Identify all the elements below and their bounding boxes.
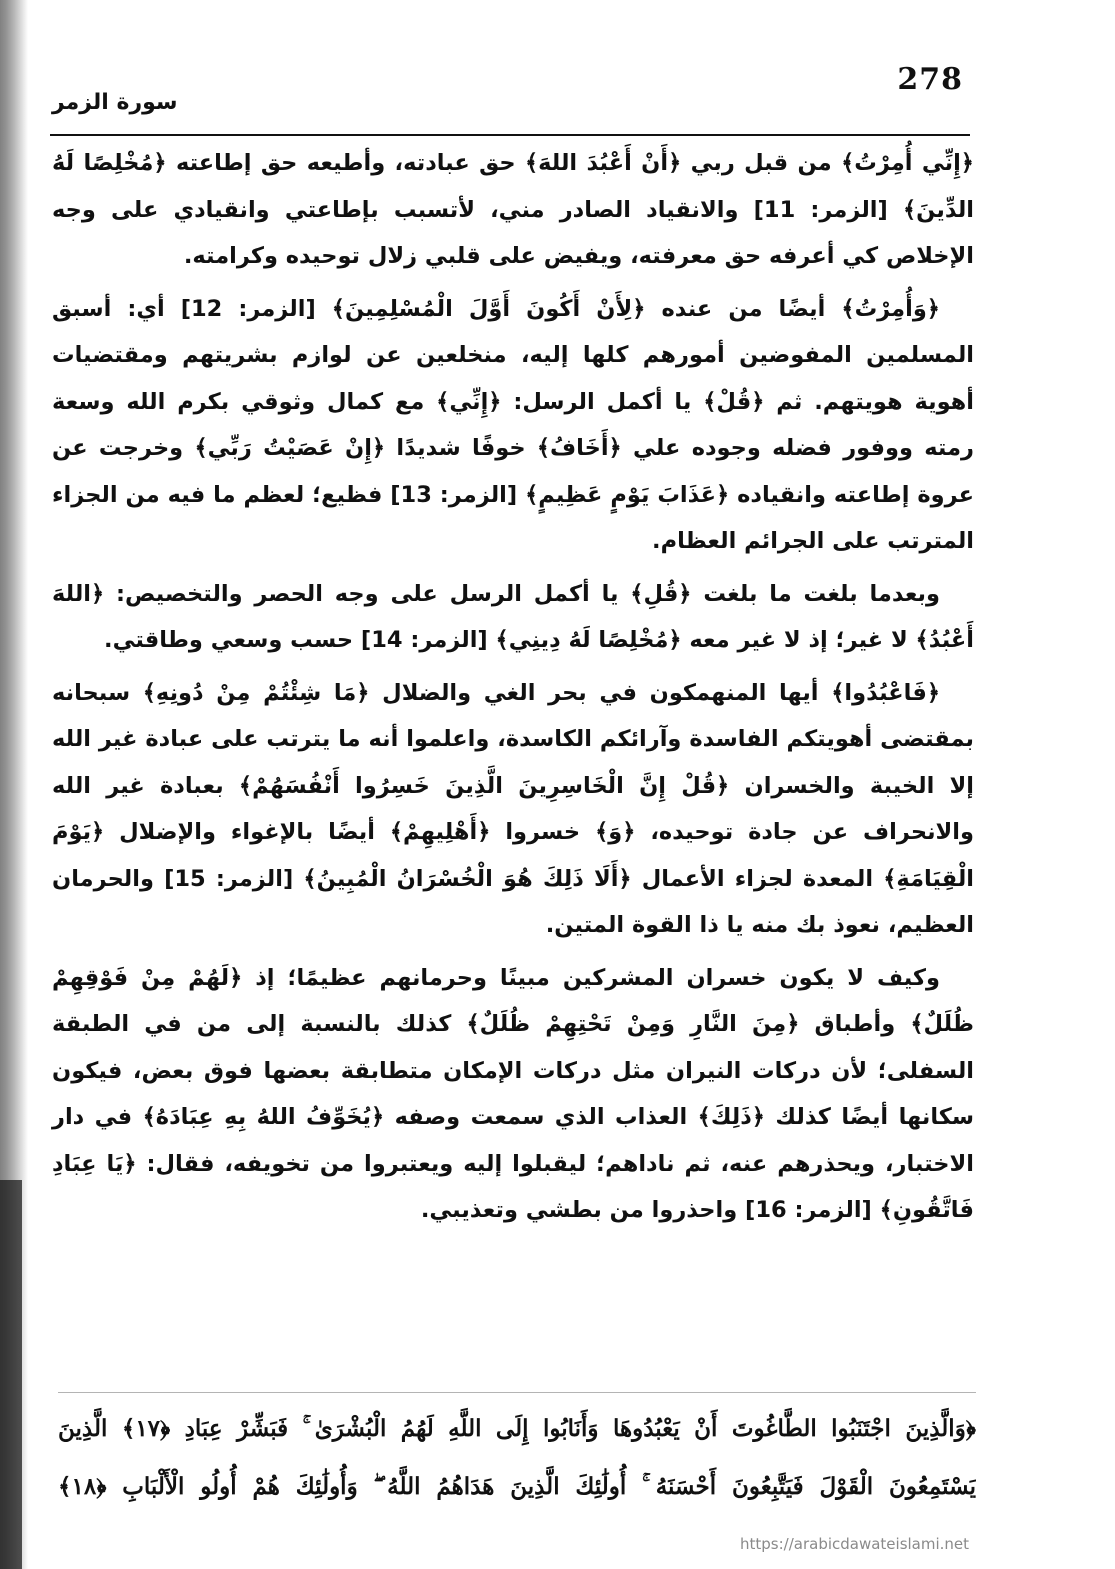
scan-edge-shadow-bottom bbox=[0, 1180, 22, 1569]
paragraph-2: ﴿وَأُمِرْتُ﴾ أيضًا من عنده ﴿لِأَنْ أَكُونَ أَوَّلَ الْمُسْلِمِينَ﴾ [الزمر: 12] أي: أسبق المسلمين المفوضين أمورهم كلها إليه، منخلعين عن لوازم بشريتهم ومقتضيات أهوية هويتهم. ثم ﴿قُلْ﴾ يا أكمل الرسل: ﴿إِنِّي﴾ مع كمال وثوقي بكرم الله وسعة رمته ووفور فضله وجوده علي ﴿أَخَافُ﴾ خوفًا شديدًا ﴿إِنْ عَصَيْتُ رَبِّي﴾ وخرجت عن عروة إطاعته وانقياده ﴿عَذَابَ يَوْمٍ عَظِيمٍ﴾ [الزمر: 13] فظيع؛ لعظم ما فيه من الجزاء المترتب على الجرائم العظام. bbox=[52, 295, 975, 554]
paragraph-5: وكيف لا يكون خسران المشركين مبينًا وحرمانهم عظيمًا؛ إذ ﴿لَهُمْ مِنْ فَوْقِهِمْ ظُلَلٌ﴾ وأطباق ﴿مِنَ النَّارِ وَمِنْ تَحْتِهِمْ ظُلَلٌ﴾ كذلك بالنسبة إلى من في الطبقة السفلى؛ لأن دركات النيران مثل دركات الإمكان متطابقة بعضها فوق بعض، فيكون سكانها أيضًا كذلك ﴿ذَلِكَ﴾ العذاب الذي سمعت وصفه ﴿يُخَوِّفُ اللهُ بِهِ عِبَادَهُ﴾ في دار الاختبار، ويحذرهم عنه، ثم ناداهم؛ ليقبلوا إليه ويعتبروا من تخويفه، فقال: ﴿يَا عِبَادِ فَاتَّقُونِ﴾ [الزمر: 16] واحذروا من بطشي وتعذيبي. bbox=[52, 964, 974, 1223]
commentary-body bbox=[52, 140, 974, 1240]
quran-divider bbox=[58, 1392, 976, 1393]
watermark-url: https://arabicdawateislami.net bbox=[740, 1535, 970, 1553]
paragraph-4: ﴿فَاعْبُدُوا﴾ أيها المنهمكون في بحر الغي والضلال ﴿مَا شِئْتُمْ مِنْ دُونِهِ﴾ سبحانه بمقتضى أهويتكم الفاسدة وآرائكم الكاسدة، واعلموا أنه ما يترتب على عبادة غير الله إلا الخيبة والخسران ﴿قُلْ إِنَّ الْخَاسِرِينَ الَّذِينَ خَسِرُوا أَنْفُسَهُمْ﴾ بعبادة غير الله والانحراف عن جادة توحيده، ﴿وَ﴾ خسروا ﴿أَهْلِيهِمْ﴾ أيضًا بالإغواء والإضلال ﴿يَوْمَ الْقِيَامَةِ﴾ المعدة لجزاء الأعمال ﴿أَلَا ذَلِكَ هُوَ الْخُسْرَانُ الْمُبِينُ﴾ [الزمر: 15] والحرمان العظيم، نعوذ بك منه يا ذا القوة المتين. bbox=[52, 679, 974, 938]
paragraph-3: وبعدما بلغت ما بلغت ﴿قُلِ﴾ يا أكمل الرسل على وجه الحصر والتخصيص: ﴿اللهَ أَعْبُدُ﴾ لا غير؛ إذ لا غير معه ﴿مُخْلِصًا لَهُ دِينِي﴾ [الزمر: 14] حسب وسعي وطاقتي. bbox=[52, 580, 974, 653]
quran-line-2: يَسْتَمِعُونَ الْقَوْلَ فَيَتَّبِعُونَ أَحْسَنَهُ ۚ أُولَٰئِكَ الَّذِينَ هَدَاهُمُ اللَّهُ ۖ وَأُولَٰئِكَ هُمْ أُولُو الْأَلْبَابِ ﴿١٨﴾ bbox=[58, 1473, 976, 1500]
quran-line-1: ﴿وَالَّذِينَ اجْتَنَبُوا الطَّاغُوتَ أَنْ يَعْبُدُوهَا وَأَنَابُوا إِلَى اللَّهِ لَهُمُ الْبُشْرَىٰ ۚ فَبَشِّرْ عِبَادِ ﴿١٧﴾ الَّذِينَ bbox=[58, 1415, 976, 1442]
surah-title: سورة الزمر bbox=[52, 90, 178, 115]
quran-verses bbox=[58, 1400, 976, 1516]
page-header bbox=[52, 62, 967, 122]
paragraph-1: ﴿إِنِّي أُمِرْتُ﴾ من قبل ربي ﴿أَنْ أَعْبُدَ اللهَ﴾ حق عبادته، وأطيعه حق إطاعته ﴿مُخْلِصًا لَهُ الدِّينَ﴾ [الزمر: 11] والانقياد الصادر مني، لأتسبب بإطاعتي وانقيادي على وجه الإخلاص كي أعرفه حق معرفته، ويفيض على قلبي زلال توحيده وكرامته. bbox=[52, 150, 974, 269]
page-number: 278 bbox=[897, 62, 963, 97]
header-divider bbox=[50, 134, 970, 136]
